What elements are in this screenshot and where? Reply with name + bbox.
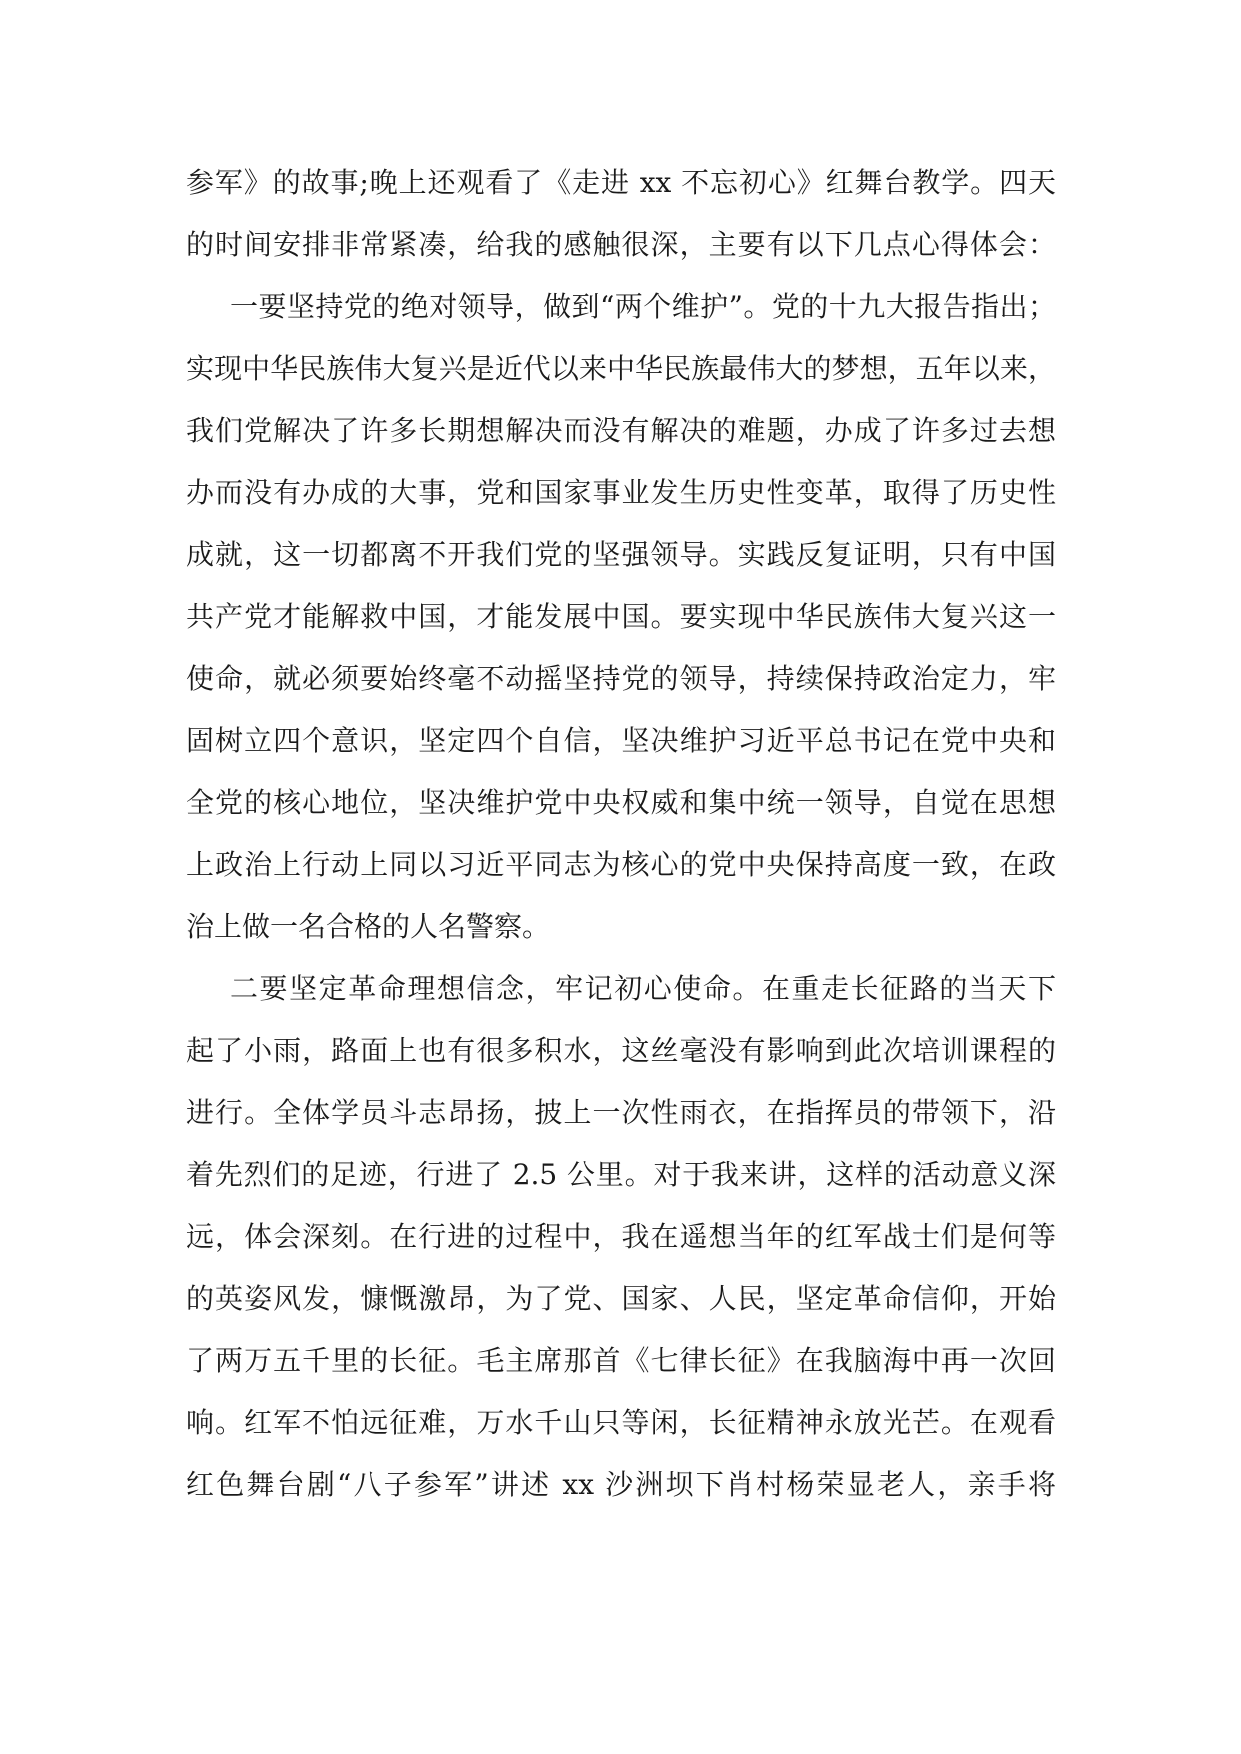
text-line: 成就，这一切都离不开我们党的坚强领导。实践反复证明，只有中国 xyxy=(186,538,1056,571)
text-line: 实现中华民族伟大复兴是近代以来中华民族最伟大的梦想，五年以来， xyxy=(186,352,1056,385)
text-line: 使命，就必须要始终毫不动摇坚持党的领导，持续保持政治定力，牢 xyxy=(186,662,1056,695)
paragraph-last-line: 治上做一名合格的人名警察。 xyxy=(186,910,551,943)
paragraph-first-line: 一要坚持党的绝对领导，做到“两个维护”。党的十九大报告指出； xyxy=(230,290,1056,323)
text-line: 共产党才能解救中国，才能发展中国。要实现中华民族伟大复兴这一 xyxy=(186,600,1056,633)
text-line: 远，体会深刻。在行进的过程中，我在遥想当年的红军战士们是何等 xyxy=(186,1220,1056,1253)
text-line: 参军》的故事;晚上还观看了《走进 xx 不忘初心》红舞台教学。四天 xyxy=(186,166,1056,199)
text-line: 进行。全体学员斗志昂扬，披上一次性雨衣，在指挥员的带领下，沿 xyxy=(186,1096,1056,1129)
paragraph-first-line: 二要坚定革命理想信念，牢记初心使命。在重走长征路的当天下 xyxy=(230,972,1056,1005)
text-line: 办而没有办成的大事，党和国家事业发生历史性变革，取得了历史性 xyxy=(186,476,1056,509)
text-line: 响。红军不怕远征难，万水千山只等闲，长征精神永放光芒。在观看 xyxy=(186,1406,1056,1439)
text-line: 的英姿风发，慷慨激昂，为了党、国家、人民，坚定革命信仰，开始 xyxy=(186,1282,1056,1315)
text-line: 固树立四个意识，坚定四个自信，坚决维护习近平总书记在党中央和 xyxy=(186,724,1056,757)
text-line: 了两万五千里的长征。毛主席那首《七律长征》在我脑海中再一次回 xyxy=(186,1344,1056,1377)
text-line: 上政治上行动上同以习近平同志为核心的党中央保持高度一致，在政 xyxy=(186,848,1056,881)
text-line: 红色舞台剧“八子参军”讲述 xx 沙洲坝下肖村杨荣显老人，亲手将 xyxy=(186,1468,1056,1501)
text-line: 起了小雨，路面上也有很多积水，这丝毫没有影响到此次培训课程的 xyxy=(186,1034,1056,1067)
text-line: 的时间安排非常紧凑，给我的感触很深，主要有以下几点心得体会： xyxy=(186,228,1056,261)
text-line: 全党的核心地位，坚决维护党中央权威和集中统一领导，自觉在思想 xyxy=(186,786,1056,819)
text-line: 着先烈们的足迹，行进了 2.5 公里。对于我来讲，这样的活动意义深 xyxy=(186,1158,1056,1191)
text-line: 我们党解决了许多长期想解决而没有解决的难题，办成了许多过去想 xyxy=(186,414,1056,447)
document-body xyxy=(186,152,1056,1516)
